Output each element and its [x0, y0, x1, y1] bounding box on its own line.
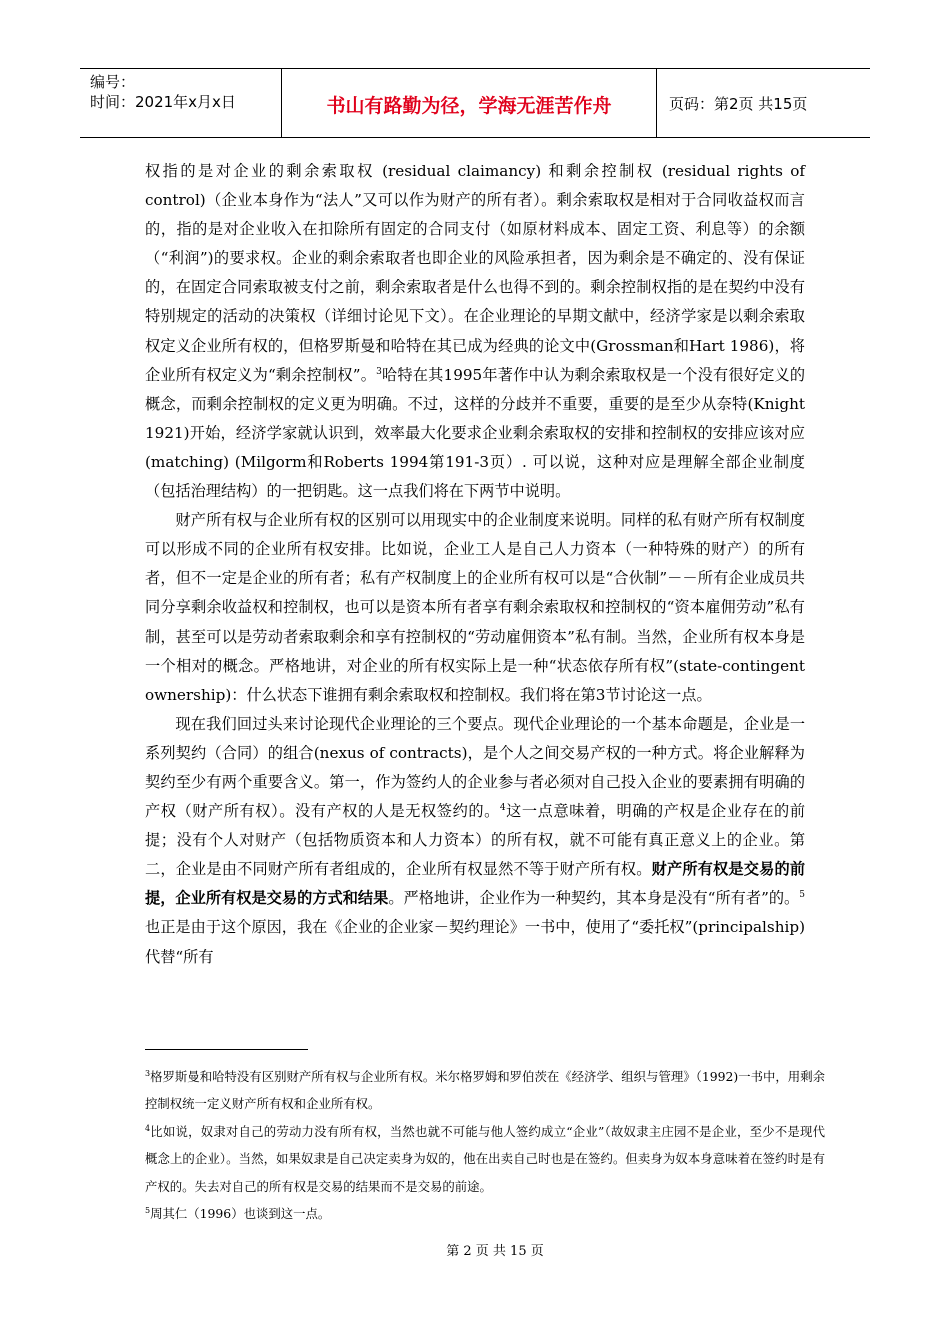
page-header [80, 68, 870, 138]
paragraph-text: 财产所有权与企业所有权的区别可以用现实中的企业制度来说明。同样的私有财产所有权制度可以形成不同的企业所有权安排。比如说，企业工人是自己人力资本（一种特殊的财产）的所有者，但不一定是企业的所有者；私有产权制度上的企业所有权可以是“合伙制”－－所有企业成员共同分享剩余收益权和控制权，也可以是资本所有者享有剩余索取权和控制权的“资本雇佣劳动”私有制，甚至可以是劳动者索取剩余和享有控制权的“劳动雇佣资本”私有制。当然，企业所有权本身是一个相对的概念。严格地讲，对企业的所有权实际上是一种“状态依存所有权”(state-contingent ownership)：什么状态下谁拥有剩余索取权和控制权。我们将在第3节讨论这一点。 [145, 511, 805, 704]
footnote-separator [145, 1049, 308, 1050]
footnotes [145, 1063, 825, 1227]
footnote-text: 周其仁（1996）也谈到这一点。 [150, 1206, 331, 1222]
body-paragraph [145, 157, 805, 506]
paragraph-text: 权指的是对企业的剩余索取权 (residual claimancy) 和剩余控制权 (residual rights of control)（企业本身作为“法人”又可以作为财产的所有者）。剩余索取权是相对于合同收益权而言的，指的是对企业收入在扣除所有固定的合同支付（如原材料成本、固定工资、利息等）的余额（“利润”)的要求权。企业的剩余索取者也即企业的风险承担者，因为剩余是不确定的、没有保证的，在固定合同索取被支付之前，剩余索取者是什么也得不到的。剩余控制权指的是在契约中没有特别规定的活动的决策权（详细讨论见下文）。在企业理论的早期文献中，经济学家是以剩余索取权定义企业所有权的，但格罗斯曼和哈特在其已成为经典的论文中(Grossman和Hart 1986)，将企业所有权定义为“剩余控制权”。 [145, 162, 805, 384]
footnote [145, 1200, 825, 1227]
paragraph-text: 现在我们回过头来讨论现代企业理论的三个要点。现代企业理论的一个基本命题是，企业是一系列契约（合同）的组合(nexus of contracts)，是个人之间交易产权的一种方式。将企业解释为契约至少有两个重要含义。第一，作为签约人的企业参与者必须对自己投入企业的要素拥有明确的产权（财产所有权）。没有产权的人是无权签约的。 [145, 714, 805, 821]
body-paragraph [145, 506, 805, 710]
paragraph-text: 哈特在其1995年著作中认为剩余索取权是一个没有很好定义的概念，而剩余控制权的定义更为明确。不过，这样的分歧并不重要，重要的是至少从奈特(Knight 1921)开始，经济学家就认识到，效率最大化要求企业剩余索取权的安排和控制权的安排应该对应(matching) (Milgorm和Roberts 1994第191-3页）. 可以说，这种对应是理解全部企业制度（包括治理结构）的一把钥匙。这一点我们将在下两节中说明。 [145, 365, 806, 501]
footnote-ref: 3 [376, 366, 382, 377]
paragraph-text: 这一点意味着，明确的产权是企业存在的前提；没有个人对财产（包括物质资本和人力资本）的所有权，就不可能有真正意义上的企业。第二，企业是由不同财产所有者组成的，企业所有权显然不等于财产所有权。 [145, 802, 806, 879]
body-paragraph [145, 710, 805, 972]
document-body [145, 157, 805, 972]
footnote-ref: 4 [499, 803, 506, 814]
footnote-text: 格罗斯曼和哈特没有区别财产所有权与企业所有权。米尔格罗姆和罗伯茨在《经济学、组织与管理》（1992)一书中，用剩余控制权统一定义财产所有权和企业所有权。 [145, 1069, 825, 1112]
footnote-number: 5 [145, 1206, 151, 1216]
footnote [145, 1118, 825, 1200]
header-meta-cell [80, 69, 282, 137]
header-motto-cell [282, 69, 657, 137]
paragraph-text: 。严格地讲，企业作为一种契约，其本身是没有“所有者”的。 [388, 889, 800, 908]
paragraph-text: 也正是由于这个原因，我在《企业的企业家－契约理论》一书中，使用了“委托权”(principalship)代替“所有 [145, 918, 805, 966]
footnote-number: 3 [145, 1069, 151, 1078]
page-footer [0, 1240, 950, 1259]
footer-page-number: 第 2 页 共 15 页 [446, 1244, 544, 1259]
header-page-info: 页码：第2页 共15页 [669, 95, 808, 113]
date-label: 时间：2021年x月x日 [90, 93, 236, 111]
header-motto: 书山有路勤为径，学海无涯苦作舟 [326, 95, 612, 117]
footnote [145, 1063, 825, 1118]
footnote-number: 4 [145, 1123, 151, 1133]
footnote-text: 比如说，奴隶对自己的劳动力没有所有权，当然也就不可能与他人签约成立“企业”（故奴隶主庄园不是企业，至少不是现代概念上的企业）。当然，如果奴隶是自己决定卖身为奴的，他在出卖自己时也是在签约。但卖身为奴本身意味着在签约时是有产权的。失去对自己的所有权是交易的结果而不是交易的前途。 [145, 1123, 825, 1194]
header-page-cell [657, 69, 870, 137]
bold-text: 财产所有权是交易的前提，企业所有权是交易的方式和结果 [145, 860, 806, 908]
footnote-ref: 5 [799, 890, 805, 901]
serial-label: 编号： [90, 73, 136, 91]
